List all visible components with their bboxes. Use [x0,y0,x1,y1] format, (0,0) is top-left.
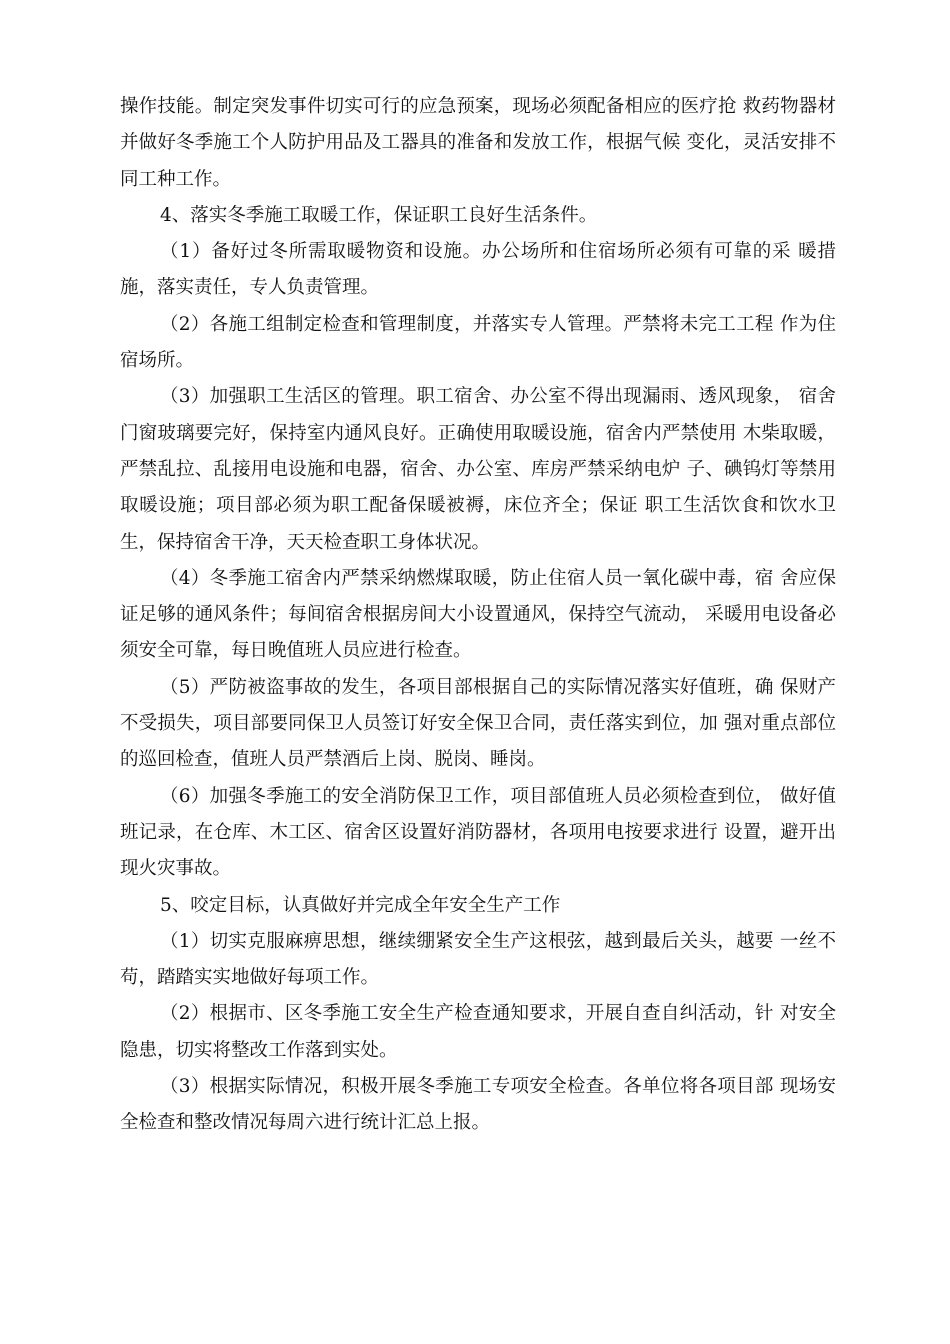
paragraph-4-1: （1）备好过冬所需取暖物资和设施。办公场所和住宿场所必须有可靠的采 暖措施，落实责任，专人负责管理。 [120,241,836,299]
document-body [120,89,836,1142]
section-4-heading: 4、落实冬季施工取暖工作，保证职工良好生活条件。 [160,204,598,226]
paragraph-5-1: （1）切实克服麻痹思想，继续绷紧安全生产这根弦，越到最后关头，越要 一丝不苟，踏踏实实地做好每项工作。 [120,930,836,989]
paragraph-4-6: （6）加强冬季施工的安全消防保卫工作，项目部值班人员必须检查到位， 做好值班记录，在仓库、木工区、宿舍区设置好消防器材，各项用电按要求进行 设置，避开出现火灾事故。 [120,785,836,880]
paragraph-1: 操作技能。制定突发事件切实可行的应急预案，现场必须配备相应的医疗抢 救药物器材并做好冬季施工个人防护用品及工器具的准备和发放工作，根据气候 变化，灵活安排不同工种工作。 [120,96,836,190]
paragraph-4-3: （3）加强职工生活区的管理。职工宿舍、办公室不得出现漏雨、透风现象， 宿舍门窗玻璃要完好，保持室内通风良好。正确使用取暖设施，宿舍内严禁使用 木柴取暖，严禁乱拉、乱接用电设施和电器，宿舍、办公室、库房严禁采纳电炉 子、碘钨灯等禁用取暖设施；项目部必须为职工配备保暖被褥，床位齐全；保证 职工生活饮食和饮水卫生，保持宿舍干净，天天检查职工身体状况。 [120,386,836,553]
paragraph-4-2: （2）各施工组制定检查和管理制度，并落实专人管理。严禁将未完工工程 作为住宿场所。 [120,313,836,372]
paragraph-5-2: （2）根据市、区冬季施工安全生产检查通知要求，开展自查自纠活动，针 对安全隐患，切实将整改工作落到实处。 [120,1003,836,1061]
paragraph-4-5: （5）严防被盗事故的发生，各项目部根据自己的实际情况落实好值班，确 保财产不受损失，项目部要同保卫人员签订好安全保卫合同，责任落实到位，加 强对重点部位的巡回检查，值班人员严禁酒后上岗、脱岗、睡岗。 [120,676,836,771]
paragraph-5-3: （3）根据实际情况，积极开展冬季施工专项安全检查。各单位将各项目部 现场安全检查和整改情况每周六进行统计汇总上报。 [120,1076,836,1134]
section-5-heading: 5、咬定目标，认真做好并完成全年安全生产工作 [160,894,561,916]
paragraph-4-4: （4）冬季施工宿舍内严禁采纳燃煤取暖，防止住宿人员一氧化碳中毒，宿 舍应保证足够的通风条件；每间宿舍根据房间大小设置通风，保持空气流动， 采暖用电设备必须安全可靠，每日晚值班人员应进行检查。 [120,567,836,662]
